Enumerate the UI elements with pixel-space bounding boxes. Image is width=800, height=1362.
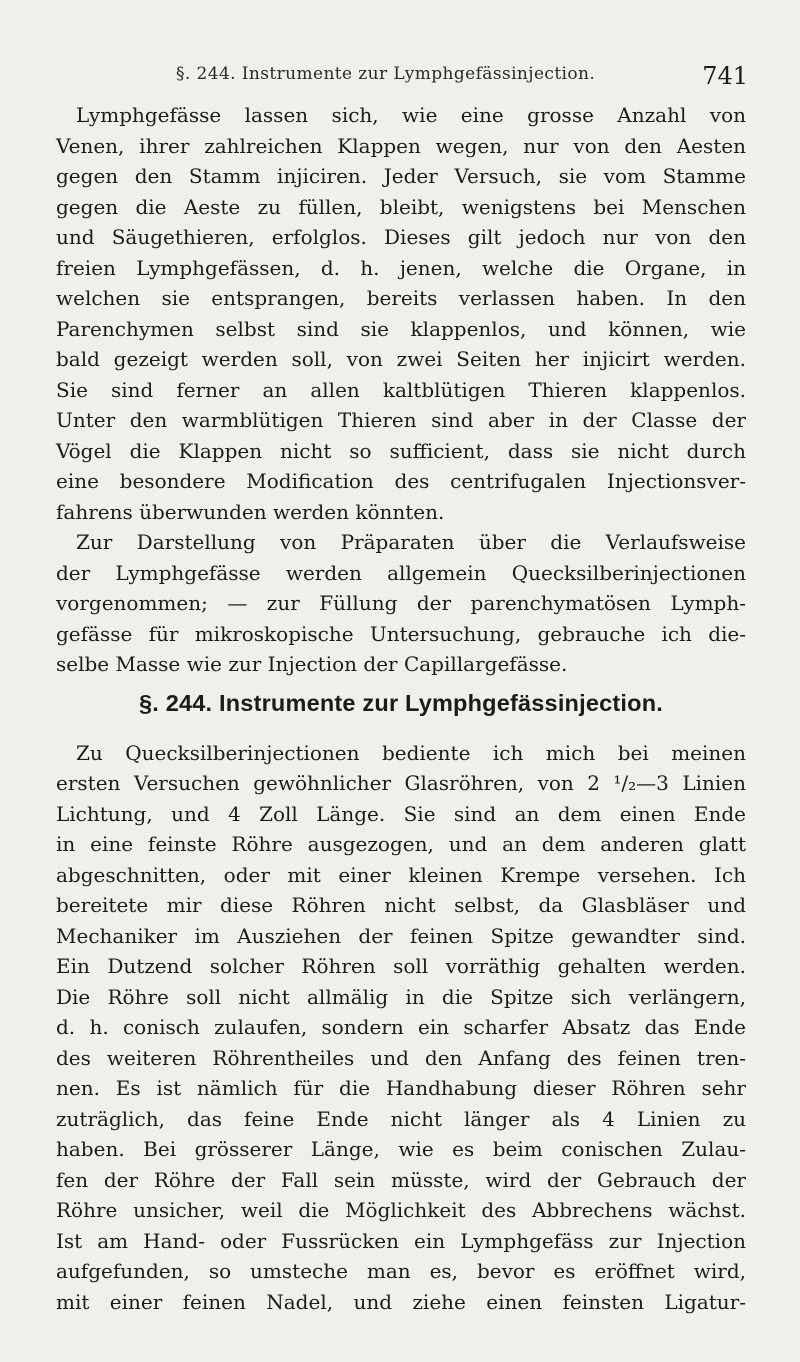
text-line: d. h. conisch zulaufen, sondern ein scharfer Absatz das Ende — [56, 1015, 746, 1039]
text-line: Ist am Hand- oder Fussrücken ein Lymphgefäss zur Injection — [56, 1228, 746, 1253]
text-line: welchen sie entsprangen, bereits verlassen haben. In den — [56, 286, 746, 310]
text-line: Parenchymen selbst sind sie klappenlos, und können, wie — [56, 316, 746, 341]
text-line: gegen die Aeste zu füllen, bleibt, wenigstens bei Menschen — [56, 194, 746, 219]
text-line: Unter den warmblütigen Thieren sind aber in der Classe der — [56, 408, 746, 432]
text-line: Mechaniker im Ausziehen der feinen Spitze gewandter sind. — [56, 923, 746, 948]
text-line: aufgefunden, so umsteche man es, bevor es eröffnet wird, — [56, 1259, 746, 1283]
text-line: ersten Versuchen gewöhnlicher Glasröhren, von 2 ¹/₂—3 Linien — [56, 771, 746, 795]
text-line: eine besondere Modification des centrifugalen Injectionsver- — [56, 469, 746, 493]
running-head — [176, 62, 748, 92]
text-line: abgeschnitten, oder mit einer kleinen Krempe versehen. Ich — [56, 862, 746, 887]
text-line: bald gezeigt werden soll, von zwei Seiten her injicirt werden. — [56, 347, 746, 371]
text-line: mit einer feinen Nadel, und ziehe einen feinsten Ligatur- — [56, 1289, 746, 1314]
text-line: Zur Darstellung von Präparaten über die Verlaufsweise — [76, 530, 746, 554]
text-line: bereitete mir diese Röhren nicht selbst, da Glasbläser und — [56, 893, 746, 917]
body-text — [56, 100, 746, 1317]
text-line: gegen den Stamm injiciren. Jeder Versuch, sie vom Stamme — [56, 164, 746, 188]
text-line: fen der Röhre der Fall sein müsste, wird der Gebrauch der — [56, 1167, 746, 1192]
page-number: 741 — [702, 62, 748, 90]
paragraph-1 — [56, 100, 746, 527]
text-line: vorgenommen; — zur Füllung der parenchymatösen Lymph- — [56, 591, 746, 615]
text-line: haben. Bei grösserer Länge, wie es beim conischen Zulau- — [56, 1137, 746, 1161]
text-line: Venen, ihrer zahlreichen Klappen wegen, nur von den Aesten — [56, 133, 746, 158]
text-line: Vögel die Klappen nicht so sufficient, dass sie nicht durch — [56, 438, 746, 463]
text-line: Lymphgefässe lassen sich, wie eine grosse Anzahl von — [76, 103, 746, 127]
text-line: Sie sind ferner an allen kaltblütigen Thieren klappenlos. — [56, 377, 746, 402]
section-heading: §. 244. Instrumente zur Lymphgefässinjection. — [139, 689, 663, 716]
text-line: Zu Quecksilberinjectionen bediente ich mich bei meinen — [76, 740, 746, 765]
paragraph-2 — [56, 527, 746, 680]
text-line: in eine feinste Röhre ausgezogen, und an dem anderen glatt — [56, 832, 746, 856]
text-line: Lichtung, und 4 Zoll Länge. Sie sind an dem einen Ende — [56, 801, 746, 826]
text-line: Röhre unsicher, weil die Möglichkeit des Abbrechens wächst. — [56, 1198, 746, 1222]
text-line: nen. Es ist nämlich für die Handhabung dieser Röhren sehr — [56, 1076, 746, 1100]
text-line: selbe Masse wie zur Injection der Capillargefässe. — [56, 652, 568, 676]
text-line: Ein Dutzend solcher Röhren soll vorräthig gehalten werden. — [56, 954, 746, 978]
text-line: der Lymphgefässe werden allgemein Quecksilberinjectionen — [56, 560, 746, 585]
text-line: gefässe für mikroskopische Untersuchung, gebrauche ich die- — [56, 621, 746, 646]
paragraph-3 — [56, 738, 746, 1318]
text-line: zuträglich, das feine Ende nicht länger als 4 Linien zu — [56, 1106, 746, 1131]
text-line: und Säugethieren, erfolglos. Dieses gilt jedoch nur von den — [56, 225, 746, 249]
text-line: des weiteren Röhrentheiles und den Anfang des feinen tren- — [56, 1045, 746, 1070]
text-line: fahrens überwunden werden könnten. — [56, 499, 445, 524]
text-line: Die Röhre soll nicht allmälig in die Spitze sich verlängern, — [56, 984, 746, 1009]
running-title: §. 244. Instrumente zur Lymphgefässinjection. — [176, 64, 596, 84]
text-line: freien Lymphgefässen, d. h. jenen, welche die Organe, in — [56, 255, 746, 280]
